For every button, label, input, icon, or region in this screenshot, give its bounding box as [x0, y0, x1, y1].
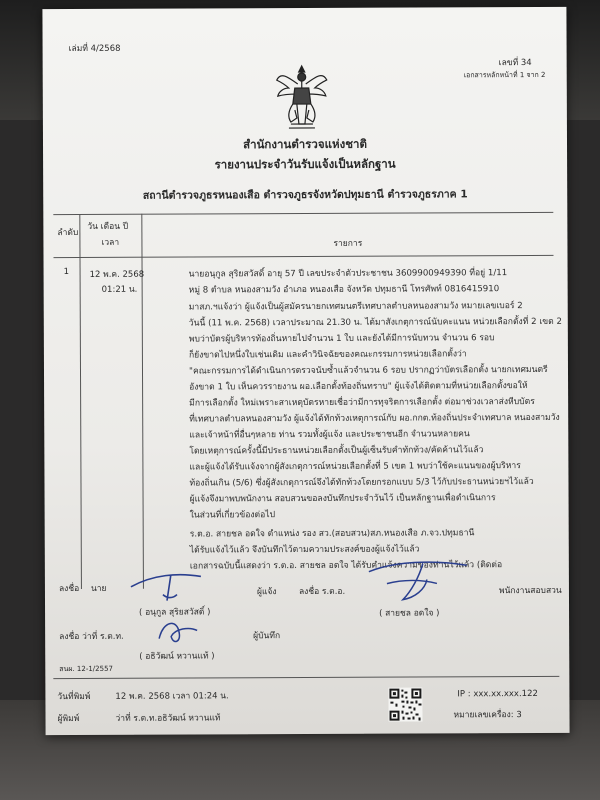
detail-line: เอกสารฉบับนี้แสดงว่า ร.ต.อ. สายชล อดใจ ได้รับคำแจ้งความของท่านไว้แล้ว (ติดต่อ: [189, 560, 503, 572]
recorder-role: ผู้บันทึก: [253, 631, 281, 642]
detail-line: ร.ต.อ. สายชล อดใจ ตำแหน่ง รอง สว.(สอบสวน)สภ.หนองเสือ ภ.จว.ปทุมธานี: [189, 528, 475, 540]
volume-number: เล่มที่ 4/2568: [68, 43, 121, 55]
officer-name: ( สายชล อดใจ ): [379, 608, 440, 619]
entry-seq: 1: [63, 267, 70, 278]
document-number: เลขที่ 34: [498, 58, 532, 69]
detail-line: "คณะกรรมการได้ดำเนินการตรวจนับซ้ำแล้วจำนวน 6 รอบ ปรากฏว่าบัตรเลือกตั้ง นายกเทศมนตรี: [188, 364, 548, 377]
table-col-divider-1: [79, 214, 82, 589]
header-time: เวลา: [101, 237, 120, 248]
title-organization: สำนักงานตำรวจแห่งชาติ: [243, 136, 367, 152]
officer-signature: [363, 553, 483, 606]
detail-line: ผู้แจ้งจึงมาพบพนักงาน สอบสวนขอลงบันทึกประจำวันไว้ เป็นหลักฐานเพื่อดำเนินการ: [189, 493, 496, 505]
entry-time: 01:21 น.: [101, 284, 138, 295]
detail-line: มาสภ.ฯแจ้งว่า ผู้แจ้งเป็นผู้สมัครนายกเทศมนตรีเทศบาลตำบลหนองสามวัง หมายเลขเบอร์ 2: [188, 301, 523, 313]
document-page: [42, 7, 569, 735]
machine-number: หมายเลขเครื่อง: 3: [453, 710, 522, 721]
detail-line: ได้รับแจ้งไว้แล้ว จึงบันทึกไว้ตามความประสงค์ของผู้แจ้งไว้แล้ว: [189, 544, 420, 556]
printer-value: ว่าที่ ร.ต.ท.อธิวัฒน์ หวานแท้: [115, 713, 221, 724]
table-top-border: [53, 212, 553, 215]
title-report: รายงานประจำวันรับแจ้งเป็นหลักฐาน: [214, 156, 396, 172]
detail-line: ท้องถิ่นเกิน (5/6) ซึ่งผู้สังเกตุการณ์จึงได้ทักท้วงโดยกรอกแบบ 5/3 ไว้กับประธานหน่วยฯไว้แล้ว: [189, 477, 534, 489]
detail-line: อังขาด 1 ใบ เห็นควรรายงาน ผอ.เลือกตั้งท้องถิ่นทราบ" ผู้แจ้งได้ติดตามที่หน่วยเลือกตั้งขอให้: [189, 381, 528, 393]
entry-date: 12 พ.ค. 2568: [89, 269, 145, 280]
recorder-signature: [153, 614, 203, 648]
ip-address: IP : xxx.xx.xxx.122: [457, 688, 538, 700]
detail-line: ที่เทศบาลตำบลหนองสามวัง ผู้แจ้งได้ทักท้วงเหตุการณ์กับ ผอ.กกต.ท้องถิ่นประจำเทศบาล หนองสามวัง: [189, 412, 560, 425]
detail-line: วันนี้ (11 พ.ค. 2568) เวลาประมาณ 21.30 น. ได้มาสังเกตุการณ์นับคะแนน หน่วยเลือกตั้งที่ 2 เขต 2: [188, 316, 562, 329]
page-reference: เอกสารหลักหน้าที่ 1 จาก 2: [463, 70, 546, 80]
printer-label: ผู้พิมพ์: [57, 713, 80, 725]
print-date-value: 12 พ.ค. 2568 เวลา 01:24 น.: [115, 691, 229, 702]
sign-role-informant: นาย: [90, 583, 107, 594]
garuda-emblem-icon: [275, 62, 329, 132]
detail-line: นายอนุกูล สุริยสวัสดิ์ อายุ 57 ปี เลขประจำตัวประชาชน 3609900949390 ที่อยู่ 1/11: [188, 268, 508, 280]
officer-role: พนักงานสอบสวน: [498, 585, 562, 597]
detail-line: และเจ้าหน้าที่อื่นๆหลาย ท่าน รวมทั้งผู้แจ้ง และประชาชนอีก จำนวนหลายคน: [189, 429, 470, 441]
sign-label-informant: ลงชื่อ: [58, 583, 80, 595]
print-date-label: วันที่พิมพ์: [57, 691, 91, 703]
header-details: รายการ: [333, 238, 363, 249]
informant-name: ( อนุกูล สุริยสวัสดิ์ ): [139, 607, 211, 618]
detail-line: หมู่ 8 ตำบล หนองสามวัง อำเภอ หนองเสือ จังหวัด ปทุมธานี โทรศัพท์ 0816415910: [188, 284, 500, 296]
detail-line: พบว่าบัตรผู้บริหารท้องถิ่นหายไปจำนวน 1 ใบ และยังได้มีการนับทวน จำนวน 6 รอบ: [188, 333, 495, 345]
informant-role: ผู้แจ้ง: [256, 587, 277, 598]
detail-line: มีการเลือกตั้ง ใหม่เพราะสาเหตุบัตรหายเชื่อว่ามีการทุจริตการเลือกตั้ง ต่อมาช่วงเวลาส่งหีบบัตร: [189, 397, 535, 409]
detail-line: โดยเหตุการณ์ครั้งนี้มีประธานหน่วยเลือกตั้งเป็นผู้เซ็นรับคำทักท้วง/คัดค้านไว้แล้ว: [189, 445, 484, 457]
informant-signature: [123, 564, 213, 604]
table-header-border: [54, 255, 554, 258]
header-seq: ลำดับ: [57, 227, 79, 239]
detail-line: และผู้แจ้งได้รับแจ้งจากผู้สังเกตุการณ์หน่วยเลือกตั้งที่ 5 เขต 1 พบว่าใช้คะแนนของผู้บริหาร: [189, 461, 521, 473]
footer-divider: [53, 676, 559, 679]
detail-line: ในส่วนที่เกี่ยวข้องต่อไป: [189, 510, 276, 521]
sign-label-recorder: ลงชื่อ ว่าที่ ร.ต.ท.: [59, 631, 124, 643]
qr-code-icon: [388, 687, 422, 721]
form-code: สนผ. 12-1/2557: [59, 664, 113, 674]
detail-line: ก็ยังขาดไปหนึ่งใบเช่นเดิม และคำวินิจฉัยของคณะกรรมการหน่วยเลือกตั้งว่า: [188, 349, 467, 361]
station-name: สถานีตำรวจภูธรหนองเสือ ตำรวจภูธรจังหวัดปทุมธานี ตำรวจภูธรภาค 1: [142, 188, 468, 202]
header-date: วัน เดือน ปี: [87, 221, 129, 232]
sign-label-officer: ลงชื่อ ร.ต.อ.: [298, 586, 346, 598]
recorder-name: ( อธิวัฒน์ หวานแท้ ): [139, 651, 215, 662]
